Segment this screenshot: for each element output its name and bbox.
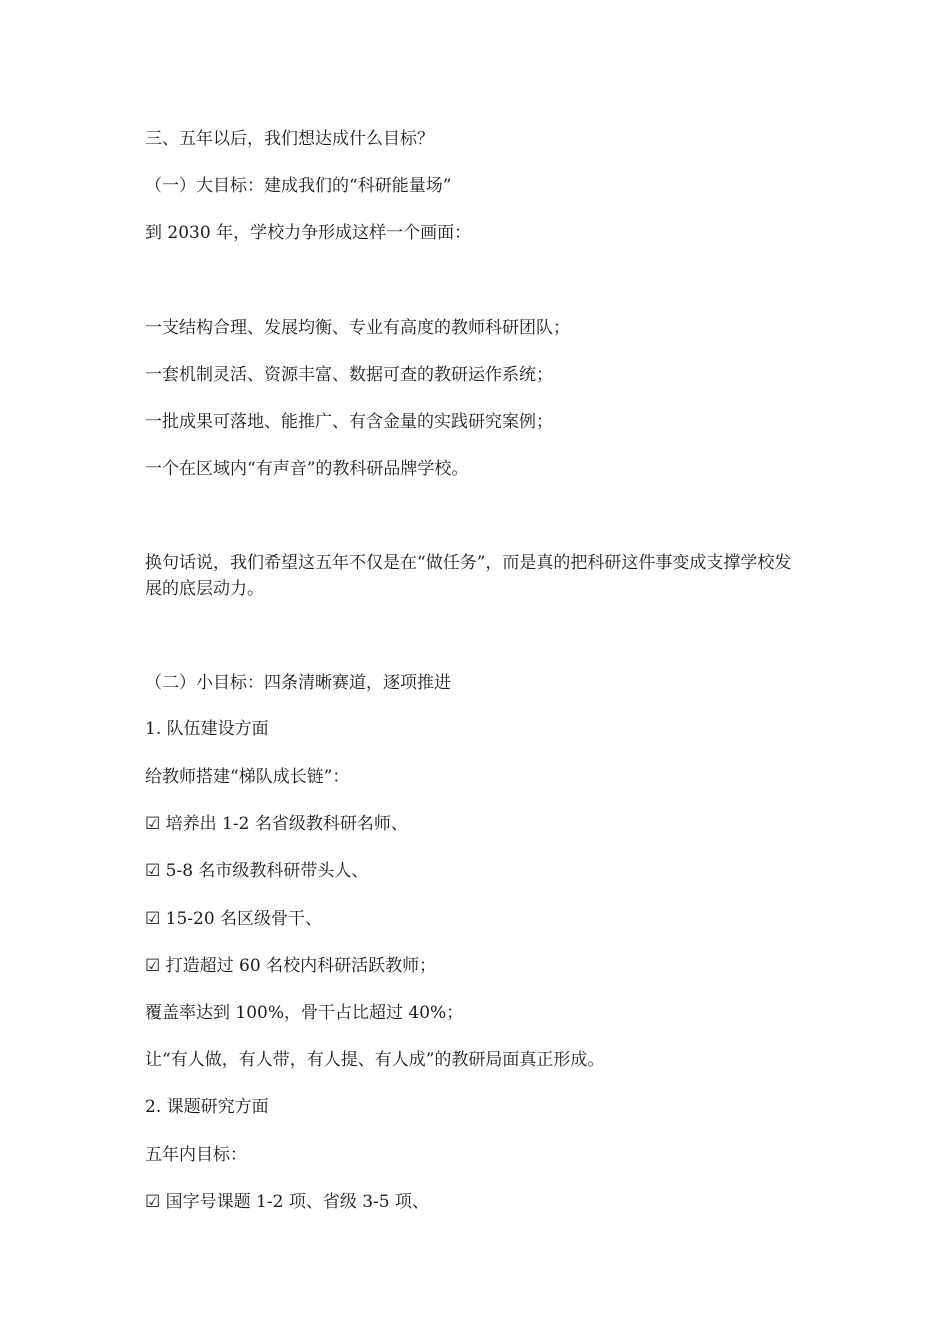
coverage-text: 覆盖率达到 100%，骨干占比超过 40%； xyxy=(145,1003,464,1023)
section-2-intro: 五年内目标： xyxy=(145,1145,247,1165)
big-goal-title: （一）大目标：建成我们的“科研能量场” xyxy=(145,176,452,196)
section-heading: 三、五年以后，我们想达成什么目标？ xyxy=(145,129,434,149)
big-goal-intro: 到 2030 年，学校力争形成这样一个画面： xyxy=(145,223,472,243)
small-goal-title: （二）小目标：四条清晰赛道，逐项推进 xyxy=(145,673,451,693)
section-1-closing: 让“有人做，有人带，有人提、有人成”的教研局面真正形成。 xyxy=(145,1050,605,1070)
vision-item: 一套机制灵活、资源丰富、数据可查的教研运作系统； xyxy=(145,365,553,385)
vision-item: 一批成果可落地、能推广、有含金量的实践研究案例； xyxy=(145,412,553,432)
section-1-title: 1. 队伍建设方面 xyxy=(145,719,269,739)
checklist-item: ☑ 15-20 名区级骨干、 xyxy=(145,909,323,929)
vision-item: 一支结构合理、发展均衡、专业有高度的教师科研团队； xyxy=(145,318,570,338)
checklist-item: ☑ 培养出 1-2 名省级教科研名师、 xyxy=(145,814,408,834)
checklist-item: ☑ 5-8 名市级教科研带头人、 xyxy=(145,861,369,881)
section-1-intro: 给教师搭建“梯队成长链”： xyxy=(145,767,350,787)
checklist-item: ☑ 打造超过 60 名校内科研活跃教师； xyxy=(145,956,437,976)
section-2-title: 2. 课题研究方面 xyxy=(145,1097,269,1117)
checklist-item: ☑ 国字号课题 1-2 项、省级 3-5 项、 xyxy=(145,1192,430,1212)
vision-item: 一个在区域内“有声音”的教科研品牌学校。 xyxy=(145,459,469,479)
summary-paragraph: 换句话说，我们希望这五年不仅是在“做任务”，而是真的把科研这件事变成支撑学校发展的底层动力。 xyxy=(145,553,792,599)
